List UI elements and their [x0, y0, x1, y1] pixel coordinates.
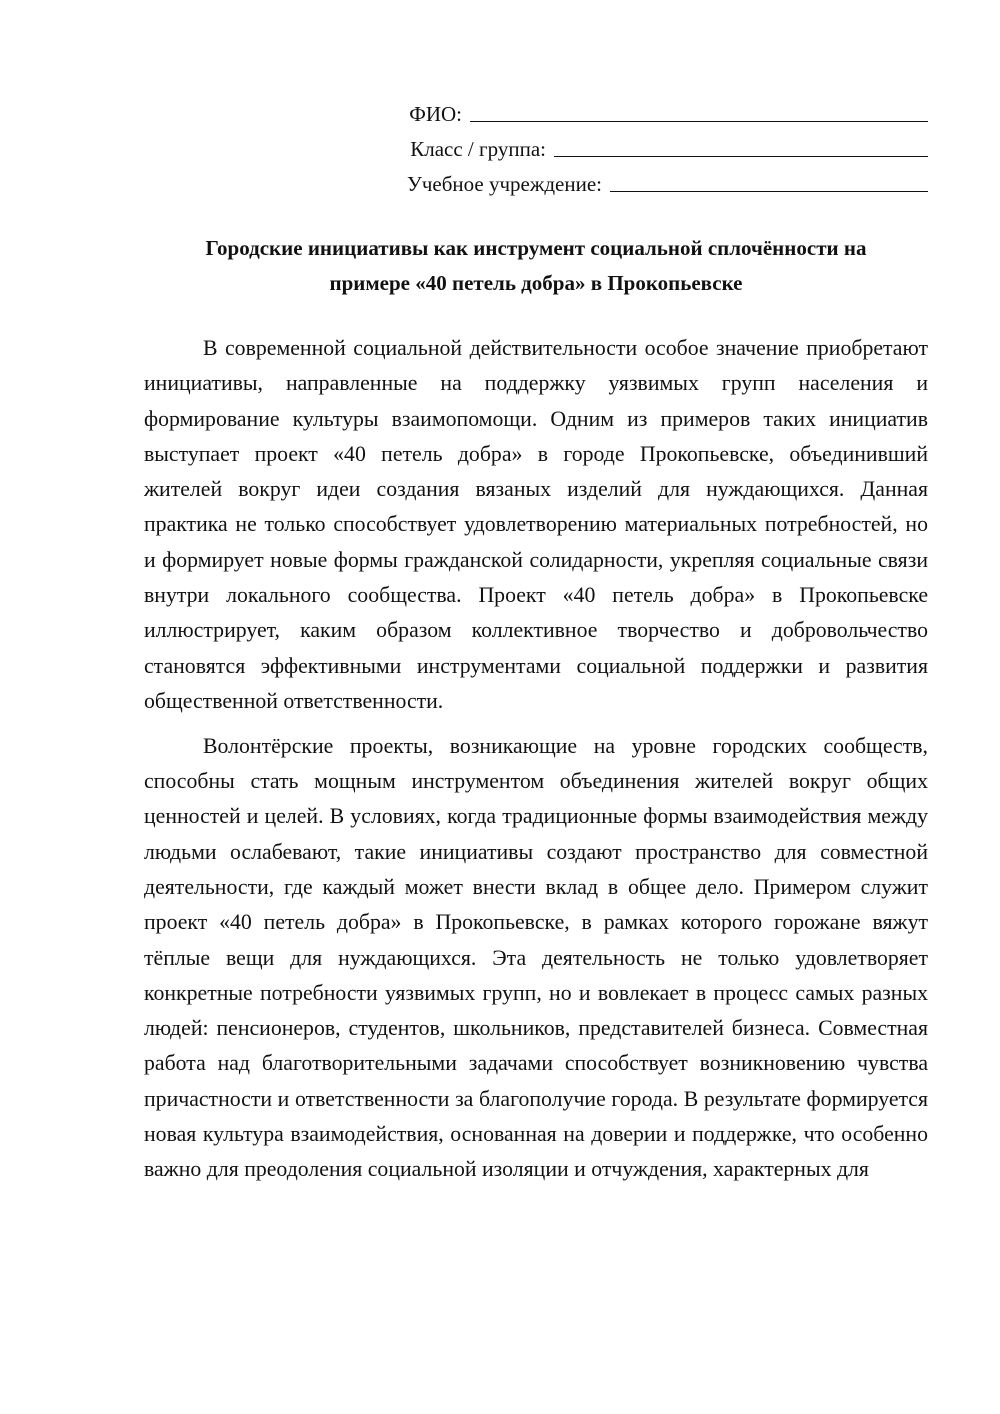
- essay-body: [144, 331, 928, 1197]
- name-field-row: [144, 93, 928, 128]
- class-field-row: [144, 128, 928, 163]
- name-field-label: ФИО:: [409, 102, 462, 126]
- student-info-block: [144, 93, 928, 198]
- institution-field-line: [610, 170, 928, 192]
- institution-field-label: Учебное учреждение:: [406, 172, 602, 196]
- class-field-label: Класс / группа:: [410, 137, 546, 161]
- name-field-line: [470, 100, 928, 122]
- paragraph: Волонтёрские проекты, возникающие на уровне городских сообществ, способны стать мощным инструментом объединения жителей вокруг общих ценностей и целей. В условиях, когда традиционные формы взаимодействия между людьми ослабевают, такие инициативы создают пространство для совместной деятельности, где каждый может внести вклад в общее дело. Примером служит проект «40 петель добра» в Прокопьевске, в рамках которого горожане вяжут тёплые вещи для нуждающихся. Эта деятельность не только удовлетворяет конкретные потребности уязвимых групп, но и вовлекает в процесс самых разных людей: пенсионеров, студентов, школьников, представителей бизнеса. Совместная работа над благотворительными задачами способствует возникновению чувства причастности и ответственности за благополучие города. В результате формируется новая культура взаимодействия, основанная на доверии и поддержке, что особенно важно для преодоления социальной изоляции и отчуждения, характерных для: [144, 733, 928, 1182]
- essay-title: [144, 231, 928, 301]
- institution-field-row: [144, 163, 928, 198]
- essay-title-line-2: примере «40 петель добра» в Прокопьевске: [329, 271, 743, 295]
- essay-title-line-1: Городские инициативы как инструмент социальной сплочённости на: [205, 236, 867, 260]
- paragraph: В современной социальной действительности особое значение приобретают инициативы, направленные на поддержку уязвимых групп населения и формирование культуры взаимопомощи. Одним из примеров таких инициатив выступает проект «40 петель добра» в городе Прокопьевске, объединивший жителей вокруг идеи создания вязаных изделий для нуждающихся. Данная практика не только способствует удовлетворению материальных потребностей, но и формирует новые формы гражданской солидарности, укрепляя социальные связи внутри локального сообщества. Проект «40 петель добра» в Прокопьевске иллюстрирует, каким образом коллективное творчество и добровольчество становятся эффективными инструментами социальной поддержки и развития общественной ответственности.: [144, 336, 928, 713]
- class-field-line: [554, 135, 928, 157]
